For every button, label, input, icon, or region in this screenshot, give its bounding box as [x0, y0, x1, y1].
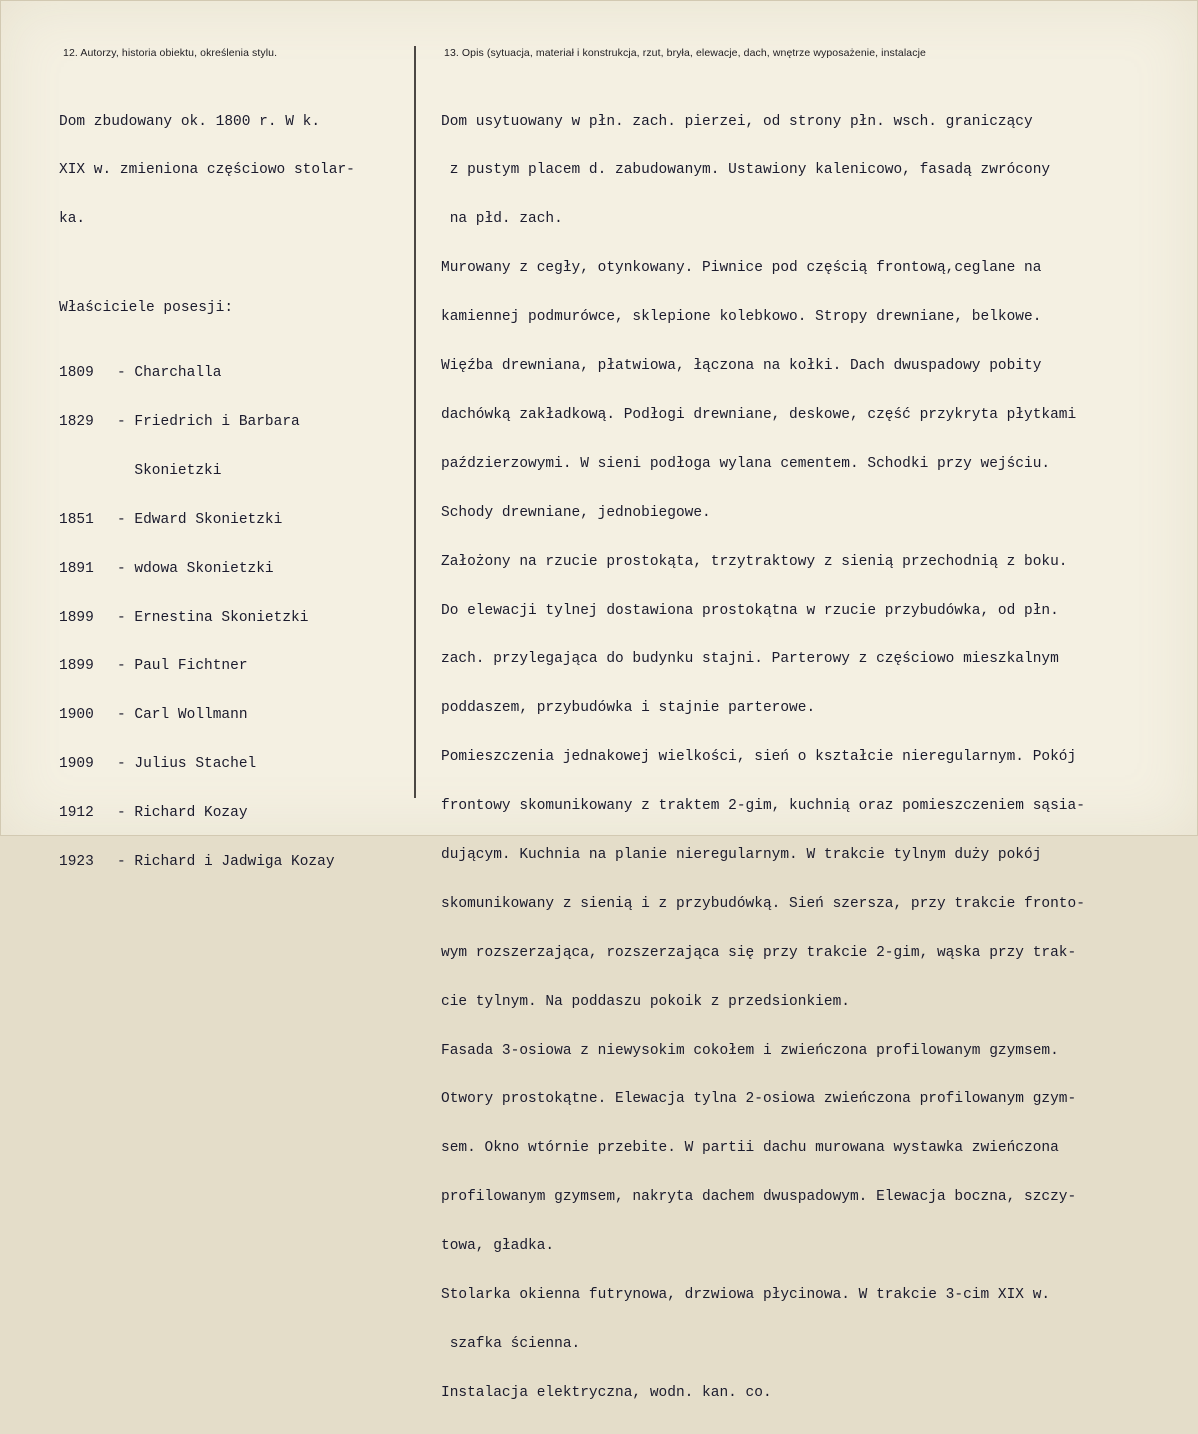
owner-row [59, 707, 355, 723]
owner-row [59, 365, 355, 381]
column-divider [414, 46, 416, 798]
owner-name: - Friedrich i Barbara [117, 413, 300, 430]
owners-title: Właściciele posesji: [59, 299, 234, 316]
description-line: sem. Okno wtórnie przebite. W partii dachu murowana wystawka zwieńczona [441, 1140, 1059, 1157]
description-line: dującym. Kuchnia na planie nieregularnym. W trakcie tylnym duży pokój [441, 846, 1042, 863]
history-line: XIX w. zmieniona częściowo stolar- [59, 162, 355, 179]
owner-row [59, 805, 355, 821]
owner-row [59, 512, 355, 528]
description-line: towa, gładka. [441, 1238, 555, 1255]
description-line: Założony na rzucie prostokąta, trzytraktowy z sienią przechodnią z boku. [441, 553, 1068, 570]
owner-row [59, 756, 355, 772]
description-line: cie tylnym. Na poddaszu pokoik z przedsionkiem. [441, 993, 850, 1010]
history-line: Dom zbudowany ok. 1800 r. W k. [59, 113, 321, 130]
owner-year: 1891 [59, 560, 94, 577]
owner-name: - Carl Wollmann [117, 707, 248, 724]
history-line: ka. [59, 211, 86, 228]
description-line: Dom usytuowany w płn. zach. pierzei, od strony płn. wsch. graniczący [441, 113, 1033, 130]
owner-year: 1829 [59, 413, 94, 430]
description-line: zach. przylegająca do budynku stajni. Parterowy z częściowo mieszkalnym [441, 651, 1059, 668]
owner-year: 1909 [59, 756, 94, 773]
description-line: Instalacja elektryczna, wodn. kan. co. [441, 1384, 772, 1401]
owner-name: - Paul Fichtner [117, 658, 248, 675]
description-line: Murowany z cegły, otynkowany. Piwnice pod częścią frontową,ceglane na [441, 260, 1042, 277]
owner-name: - Julius Stachel [117, 756, 257, 773]
description-line: paździerzowymi. W sieni podłoga wylana cementem. Schodki przy wejściu. [441, 455, 1051, 472]
owner-year: 1912 [59, 805, 94, 822]
owner-name: - wdowa Skonietzki [117, 560, 274, 577]
description-line: z pustym placem d. zabudowanym. Ustawiony kalenicowo, fasadą zwrócony [441, 162, 1051, 179]
owner-row [59, 463, 355, 479]
section-12-header: 12. Autorzy, historia obiektu, określenia stylu. [63, 47, 278, 59]
description-line: profilowanym gzymsem, nakryta dachem dwuspadowym. Elewacja boczna, szczy- [441, 1189, 1077, 1206]
owner-year: 1899 [59, 609, 94, 626]
owner-year: 1809 [59, 365, 94, 382]
owner-name: - Ernestina Skonietzki [117, 609, 309, 626]
owner-row [59, 610, 355, 626]
description-line: Więźba drewniana, płatwiowa, łączona na kołki. Dach dwuspadowy pobity [441, 358, 1042, 375]
description-line: na płd. zach. [441, 211, 563, 228]
owner-name: - Edward Skonietzki [117, 511, 283, 528]
description-line: Otwory prostokątne. Elewacja tylna 2-osiowa zwieńczona profilowanym gzym- [441, 1091, 1077, 1108]
description-line: Fasada 3-osiowa z niewysokim cokołem i zwieńczona profilowanym gzymsem. [441, 1042, 1059, 1059]
description-line: skomunikowany z sienią i z przybudówką. Sień szersza, przy trakcie fronto- [441, 895, 1085, 912]
description-line: Do elewacji tylnej dostawiona prostokątna w rzucie przybudówka, od płn. [441, 602, 1059, 619]
description-column [441, 81, 1085, 1434]
owner-row [59, 414, 355, 430]
description-line: dachówką zakładkową. Podłogi drewniane, deskowe, część przykryta płytkami [441, 406, 1077, 423]
owner-row [59, 854, 355, 870]
history-column [59, 81, 355, 903]
owner-year: 1899 [59, 658, 94, 675]
description-line: Pomieszczenia jednakowej wielkości, sień o kształcie nieregularnym. Pokój [441, 749, 1077, 766]
owner-name: - Richard i Jadwiga Kozay [117, 853, 335, 870]
owner-name: - Richard Kozay [117, 805, 248, 822]
paragraph-gap [59, 260, 355, 267]
description-line: szafka ścienna. [441, 1335, 581, 1352]
owner-name: Skonietzki [117, 462, 222, 479]
description-line: kamiennej podmurówce, sklepione kolebkowo. Stropy drewniane, belkowe. [441, 309, 1042, 326]
owner-year: 1900 [59, 707, 94, 724]
description-line: poddaszem, przybudówka i stajnie parterowe. [441, 700, 816, 717]
owner-year: 1923 [59, 853, 94, 870]
owner-row [59, 561, 355, 577]
description-line: Stolarka okienna futrynowa, drzwiowa płycinowa. W trakcie 3-cim XIX w. [441, 1286, 1051, 1303]
section-13-header: 13. Opis (sytuacja, materiał i konstrukcja, rzut, bryła, elewacje, dach, wnętrze wyposażenie, instalacje [444, 47, 926, 59]
description-line: frontowy skomunikowany z traktem 2-gim, kuchnią oraz pomieszczeniem sąsia- [441, 798, 1085, 815]
owner-row [59, 658, 355, 674]
owner-year: 1851 [59, 511, 94, 528]
description-line: Schody drewniane, jednobiegowe. [441, 504, 711, 521]
description-line: wym rozszerzająca, rozszerzająca się przy trakcie 2-gim, wąska przy trak- [441, 944, 1077, 961]
owner-name: - Charchalla [117, 365, 222, 382]
